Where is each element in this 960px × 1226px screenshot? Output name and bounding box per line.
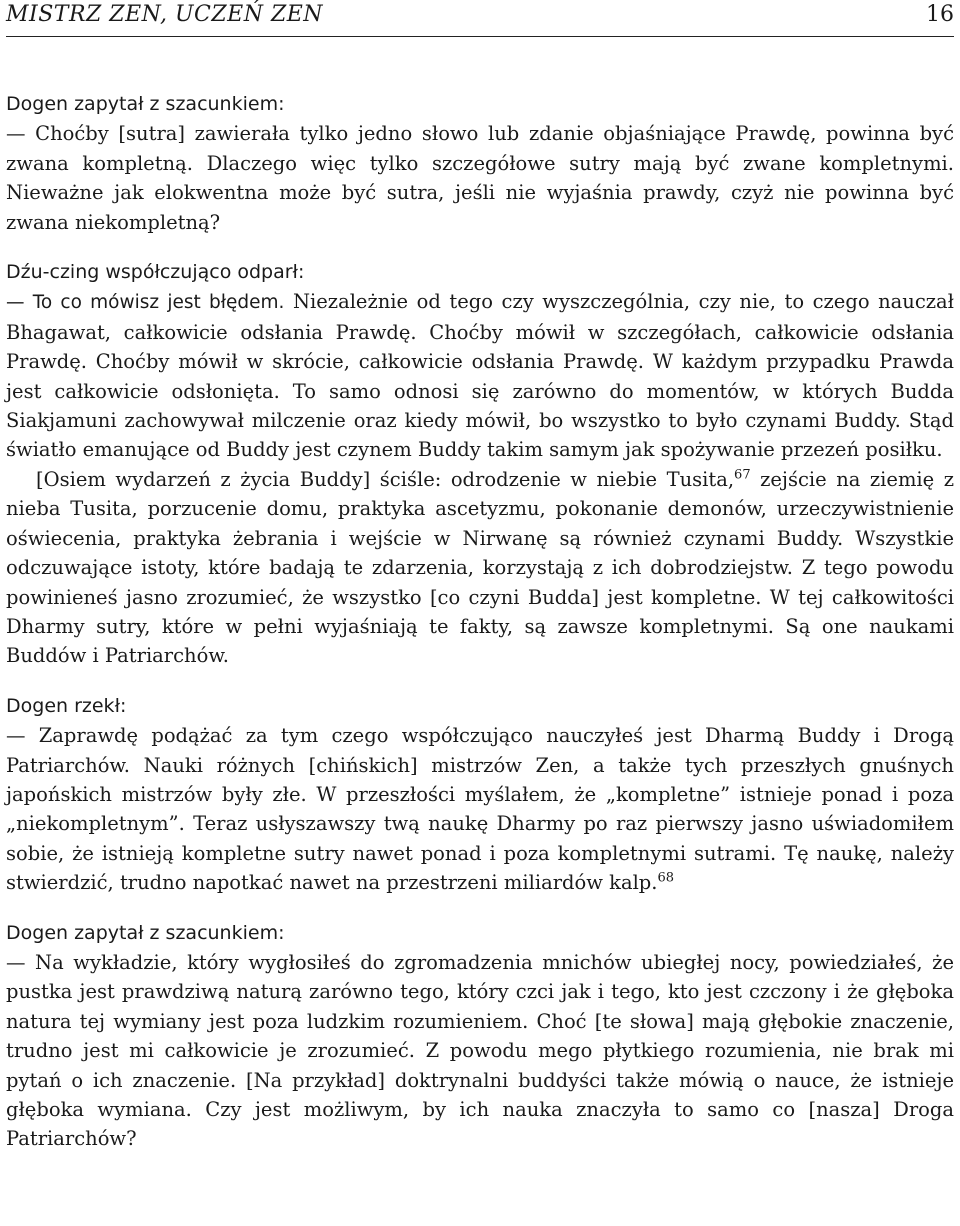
- paragraph-text: — Zaprawdę podążać za tym czego współczująco nauczyłeś jest Dharmą Buddy i Drogą Patriarchów. Nauki różnych [chińskich] mistrzów Zen, a także tych przeszłych gnuśnych japońskich mistrzów były złe. W przeszłości myślałem, że „kompletne” istnieje ponad i poza „niekompletnym”. Teraz usłyszawszy twą naukę Dharmy po raz pierwszy jasno uświadomiłem sobie, że istnieją kompletne sutry nawet ponad i poza kompletnymi sutrami. Tę naukę, należy stwierdzić, trudno napotkać nawet na przestrzeni miliardów kalp.: [6, 724, 954, 895]
- paragraph-gap: [6, 898, 954, 919]
- paragraph: [6, 287, 954, 464]
- paragraph: [6, 721, 954, 897]
- reply-opening: — To co mówisz jest błędem.: [6, 292, 285, 314]
- paragraph: — Na wykładzie, który wygłosiłeś do zgromadzenia mnichów ubiegłej nocy, powiedziałeś, że pustka jest prawdziwą naturą zarówno tego, który czci jak i tego, kto jest czczony i że głęboka natura tej wymiany jest poza ludzkim rozumieniem. Choć [te słowa] mają głębokie znaczenie, trudno jest mi całkowicie je zrozumieć. Z powodu mego płytkiego rozumienia, nie brak mi pytań o ich znaczenie. [Na przykład] doktrynalni buddyści także mówią o nauce, że istnieje głęboka wymiana. Czy jest możliwym, by ich nauka znaczyła to samo co [nasza] Droga Patriarchów?: [6, 950, 954, 1151]
- page-number: 16: [926, 2, 954, 27]
- document-page: [6, 0, 954, 1154]
- paragraph: [6, 465, 954, 671]
- paragraph-gap: [6, 237, 954, 258]
- footnote-ref[interactable]: 68: [657, 870, 675, 886]
- paragraph-text: [Osiem wydarzeń z życia Buddy] ściśle: odrodzenie w niebie Tusita,: [36, 467, 735, 491]
- paragraph-gap: [6, 671, 954, 692]
- running-head: MISTRZ ZEN, UCZEŃ ZEN: [6, 2, 324, 27]
- speaker-line: Dźu-czing współczująco odparł:: [6, 261, 305, 284]
- body-text: [6, 90, 954, 1154]
- footnote-ref[interactable]: 67: [734, 467, 751, 483]
- page-header: [6, 0, 954, 37]
- speaker-line: Dogen zapytał z szacunkiem:: [6, 921, 285, 944]
- speaker-line: Dogen zapytał z szacunkiem:: [6, 93, 285, 115]
- speaker-line: Dogen rzekł:: [6, 694, 127, 717]
- paragraph-text: zejście na ziemię z nieba Tusita, porzucenie domu, praktyka ascetyzmu, pokonanie demonów, urzeczywistnienie oświecenia, praktyka żebrania i wejście w Nirwanę są również czynami Buddy. Wszystkie odczuwające istoty, które badają te zdarzenia, korzystają z ich dobrodziejstw. Z tego powodu powinieneś jasno zrozumieć, że wszystko [co czyni Budda] jest kompletne. W tej całkowitości Dharmy sutry, które w pełni wyjaśniają te fakty, są zawsze kompletnymi. Są one naukami Buddów i Patriarchów.: [6, 467, 954, 668]
- reply-text: Niezależnie od tego czy wyszczególnia, czy nie, to czego nauczał Bhagawat, całkowicie odsłania Prawdę. Choćby mówił w szczegółach, całkowicie odsłania Prawdę. Choćby mówił w skrócie, całkowicie odsłania Prawdę. W każdym przypadku Prawda jest całkowicie odsłonięta. To samo odnosi się zarówno do momentów, w których Budda Siakjamuni zachowywał milczenie oraz kiedy mówił, bo wszystko to było czynami Buddy. Stąd światło emanujące od Buddy jest czynem Buddy takim samym jak spożywanie przezeń posiłku.: [6, 290, 954, 462]
- paragraph: — Choćby [sutra] zawierała tylko jedno słowo lub zdanie objaśniające Prawdę, powinna być zwana kompletną. Dlaczego więc tylko szczegółowe sutry mają być zwane kompletnymi. Nieważne jak elokwentna może być sutra, jeśli nie wyjaśnia prawdy, czyż nie powinna być zwana niekompletną?: [6, 122, 954, 234]
